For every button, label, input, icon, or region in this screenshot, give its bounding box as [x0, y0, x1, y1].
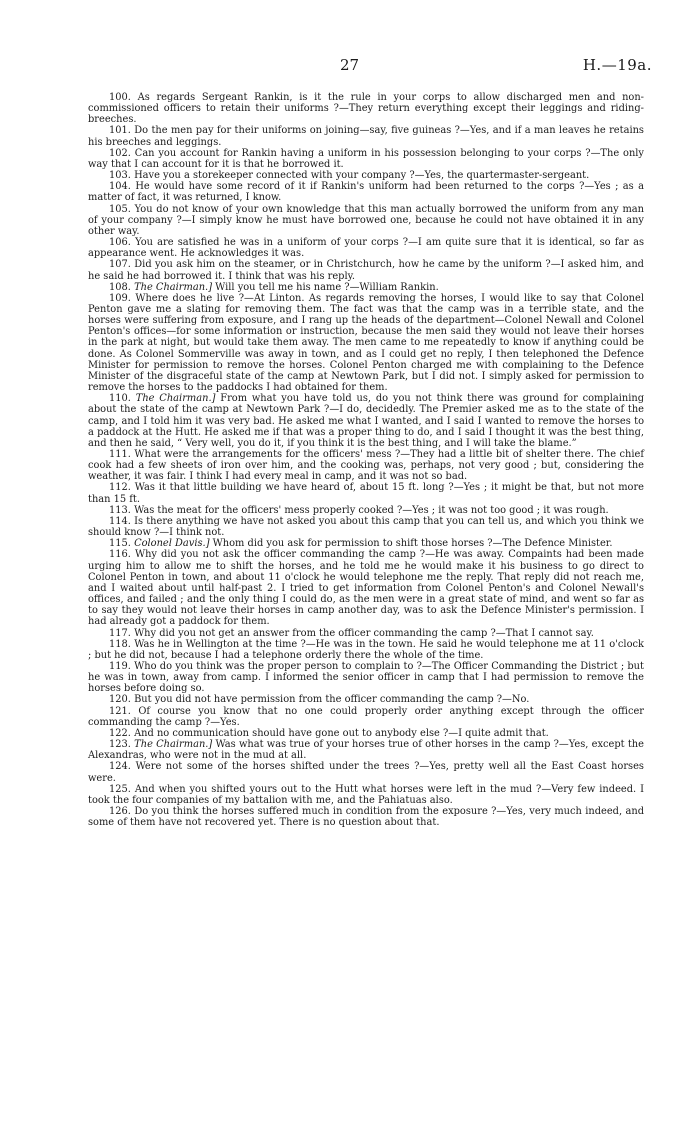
paragraph-116	[88, 549, 644, 627]
question-number: 120.	[109, 694, 131, 706]
paragraph-text: Of course you know that no one could properly order anything except through the officer commanding the camp ?—Yes.	[88, 705, 645, 728]
paragraph-text: You do not know of your own knowledge that this man actually borrowed the uniform from any man of your company ?—I simply know he must have borrowed one, because he could not have obtained it in any other way.	[88, 203, 644, 237]
paragraph-text: Have you a storekeeper connected with your company ?—Yes, the quartermaster-sergeant.	[134, 170, 590, 182]
question-number: 106.	[109, 237, 131, 249]
question-number: 114.	[109, 515, 131, 527]
paragraph-117	[88, 628, 644, 639]
question-number: 110.	[109, 393, 131, 405]
question-number: 102.	[109, 147, 131, 159]
paragraph-text: Did you ask him on the steamer, or in Christchurch, how he came by the uniform ?—I asked him, and he said he had borrowed it. I think that was his reply.	[88, 259, 644, 282]
question-number: 118.	[109, 638, 131, 650]
paragraph-text: Why did you not ask the officer commanding the camp ?—He was away. Compaints had been made urging him to allow me to shift the horses, and he told me he would make it his business to go direct to Colonel Penton in town, and about 11 o'clock he would telephone me the reply. That reply did not reach me, and I waited about until half-past 2. I tried to get information from Colonel Penton's and Colonel Newall's offices, and failed ; and the only thing I could do, as the men were in a great state of mind, and went so far as to say they would not leave their horses in camp another day, was to ask the Defence Minister's permission. I had already got a paddock for them.	[88, 549, 645, 628]
paragraph-122	[88, 728, 644, 739]
question-number: 121.	[109, 705, 131, 717]
paragraph-107	[88, 259, 644, 281]
page-number: 27	[340, 56, 360, 74]
paragraph-118	[88, 639, 644, 661]
paragraph-101	[88, 125, 644, 147]
paragraph-111	[88, 449, 644, 482]
question-number: 124.	[109, 761, 131, 773]
question-number: 125.	[109, 783, 131, 795]
paragraph-text: Where does he live ?—At Linton. As regards removing the horses, I would like to say that Colonel Penton gave me a slating for removing them. The fact was that the camp was in a terrible state, and the horses were suffering from exposure, and I rang up the heads of the department—Colonel Newall and Colonel Penton's offices—for some information or instruction, because the men said they would not leave their horses in the park at night, but would take them away. The men came to me repeatedly to know if anything could be done. As Colonel Sommerville was away in town, and as I could get no reply, I then telephoned the Defence Minister for permission to remove the horses. Colonel Penton charged me with complaining to the Defence Minister of the disgraceful state of the camp at Newtown Park, but I did not. I simply asked for permission to remove the horses to the paddocks I had obtained for them.	[88, 292, 644, 394]
paragraph-text: Were not some of the horses shifted under the trees ?—Yes, pretty well all the East Coast horses were.	[88, 761, 644, 784]
speaker-label: The Chairman.]	[135, 393, 216, 405]
paragraph-text: Who do you think was the proper person to complain to ?—The Officer Commanding the District ; but he was in town, away from camp. I informed the senior officer in camp that I had permission to remove the horses before doing so.	[88, 660, 644, 695]
question-number: 116.	[109, 549, 131, 561]
speaker-label: Colonel Davis.]	[134, 538, 210, 550]
paragraph-text: But you did not have permission from the officer commanding the camp ?—No.	[134, 694, 530, 706]
question-number: 108.	[109, 281, 131, 293]
question-number: 119.	[109, 660, 131, 672]
paragraph-124	[88, 761, 644, 783]
paragraph-text: Was he in Wellington at the time ?—He was in the town. He said he would telephone me at 11 o'clock ; but he did not, because I had a telephone orderly there the whole of the time.	[88, 638, 644, 661]
paragraph-126	[88, 806, 644, 828]
paragraph-text: Is there anything we have not asked you about this camp that you can tell us, and which you think we should know ?—I think not.	[88, 515, 644, 539]
document-body	[88, 92, 644, 828]
paragraph-text: As regards Sergeant Rankin, is it the rule in your corps to allow discharged men and non-commissioned officers to retain their uniforms ?—They return everything except their leggings and riding-breeches.	[88, 92, 644, 126]
paragraph-102	[88, 148, 644, 170]
question-number: 105.	[109, 203, 131, 215]
paragraph-text: Do the men pay for their uniforms on joining—say, five guineas ?—Yes, and if a man leaves he retains his breeches and leggings.	[88, 125, 644, 148]
question-number: 104.	[109, 181, 131, 193]
paragraph-125	[88, 784, 644, 806]
paragraph-text: Will you tell me his name ?—William Rankin.	[215, 281, 439, 293]
question-number: 112.	[109, 482, 131, 494]
question-number: 109.	[109, 292, 131, 304]
paragraph-119	[88, 661, 644, 694]
speaker-label: The Chairman.]	[134, 739, 213, 751]
question-number: 100.	[109, 92, 131, 103]
paragraph-120	[88, 694, 644, 705]
paragraph-109	[88, 293, 644, 393]
paragraph-text: Why did you not get an answer from the officer commanding the camp ?—That I cannot say.	[134, 627, 594, 639]
paragraph-114	[88, 516, 644, 538]
speaker-label: The Chairman.]	[134, 281, 213, 293]
paragraph-106	[88, 237, 644, 259]
question-number: 122.	[109, 727, 131, 739]
question-number: 115.	[109, 538, 131, 550]
question-number: 111.	[109, 449, 131, 460]
paragraph-text: And when you shifted yours out to the Hutt what horses were left in the mud ?—Very few indeed. I took the four companies of my battalion with me, and the Pahiatuas also.	[88, 783, 644, 806]
paragraph-105	[88, 204, 644, 237]
paragraph-text: Can you account for Rankin having a uniform in his possession belonging to your corps ?—The only way that I can account for it is that he borrowed it.	[88, 147, 644, 170]
question-number: 126.	[109, 806, 131, 817]
paragraph-100	[88, 92, 644, 125]
paragraph-text: What were the arrangements for the officers' mess ?—They had a little bit of shelter there. The chief cook had a few sheets of iron over him, and the cooking was, perhaps, not very good ; but, considering the weather, it was fair. I think I had every meal in camp, and it was not so bad.	[88, 449, 644, 483]
paragraph-text: And no communication should have gone out to anybody else ?—I quite admit that.	[134, 727, 549, 739]
paragraph-112	[88, 482, 644, 504]
paragraph-104	[88, 181, 644, 203]
paragraph-text: You are satisfied he was in a uniform of your corps ?—I am quite sure that it is identical, so far as appearance went. He acknowledges it was.	[88, 237, 644, 260]
paragraph-text: Whom did you ask for permission to shift those horses ?—The Defence Minister.	[212, 538, 613, 550]
paragraph-113	[88, 505, 644, 516]
paragraph-text: He would have some record of it if Rankin's uniform had been returned to the corps ?—Yes ; as a matter of fact, it was returned, I know.	[88, 181, 644, 204]
paragraph-text: Was what was true of your horses true of other horses in the camp ?—Yes, except the Alexandras, who were not in the mud at all.	[88, 739, 644, 762]
paragraph-110	[88, 393, 644, 449]
paragraph-121	[88, 706, 644, 728]
paragraph-text: From what you have told us, do you not think there was ground for complaining about the state of the camp at Newtown Park ?—I do, decidedly. The Premier asked me as to the state of the camp, and I told him it was very bad. He asked me what I wanted, and I said I wanted to remove the horses to a paddock at the Hutt. He asked me if that was a proper thing to do, and I said I thought it was the best thing, and then he said, “ Very well, you do it, if you think it is the best thing, and I will take the blame.”	[88, 393, 644, 449]
paragraph-103	[88, 170, 644, 181]
paragraph-text: Was it that little building we have heard of, about 15 ft. long ?—Yes ; it might be that, but not more than 15 ft.	[88, 482, 644, 505]
question-number: 123.	[109, 739, 131, 751]
question-number: 107.	[109, 259, 131, 271]
paragraph-108	[88, 282, 644, 293]
paragraph-text: Was the meat for the officers' mess properly cooked ?—Yes ; it was not too good ; it was rough.	[134, 504, 609, 516]
question-number: 103.	[109, 170, 131, 182]
question-number: 113.	[109, 504, 131, 516]
paragraph-115	[88, 538, 644, 549]
page-header	[0, 56, 700, 76]
paragraph-123	[88, 739, 644, 761]
paragraph-text: Do you think the horses suffered much in condition from the exposure ?—Yes, very much indeed, and some of them have not recovered yet. There is no question about that.	[88, 806, 644, 829]
question-number: 101.	[109, 125, 131, 137]
question-number: 117.	[109, 627, 131, 639]
document-code: H.—19a.	[582, 56, 652, 74]
